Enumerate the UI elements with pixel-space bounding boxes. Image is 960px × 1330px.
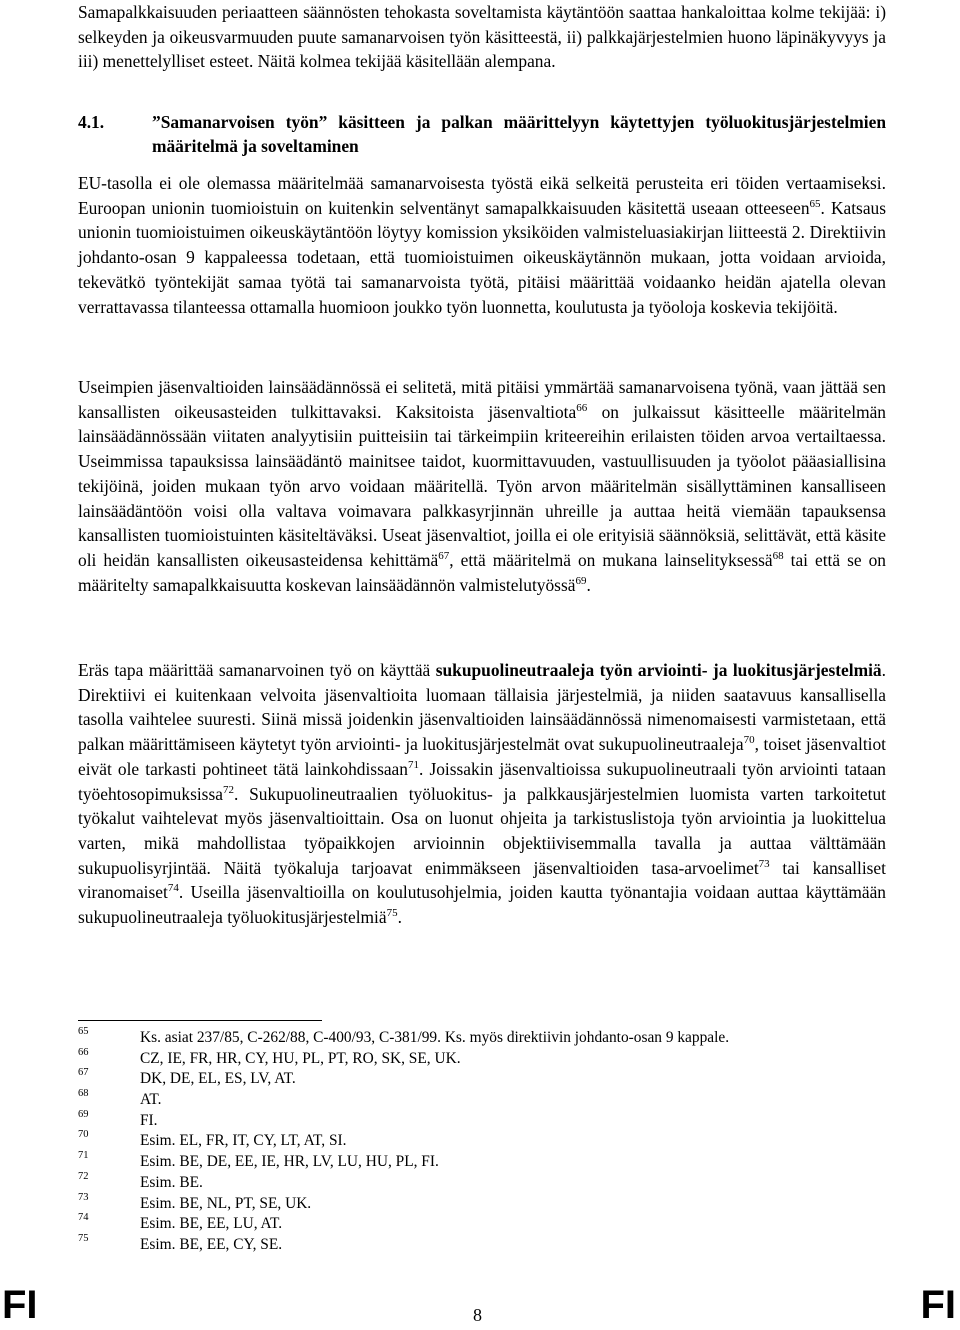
footnote-separator (78, 1020, 322, 1021)
paragraph-3-bold-term: sukupuolineutraaleja työn arviointi- ja luokitusjärjestelmiä (435, 660, 882, 680)
footnote-text: Esim. BE. (140, 1173, 203, 1191)
footnote-ref-68[interactable]: 68 (772, 549, 784, 562)
paragraph-3-text-f: tai kansalliset viranomaiset (78, 857, 886, 903)
footnote-text: Esim. BE, NL, PT, SE, UK. (140, 1194, 312, 1212)
footnote-number: 72 (78, 1170, 89, 1182)
footnote (78, 1214, 886, 1235)
footnote (78, 1108, 886, 1132)
footnote (78, 1152, 886, 1173)
footnote (78, 1028, 886, 1049)
paragraph-1-text-b: . Katsaus unionin tuomioistuimen oikeuskäytäntöön löytyy komission yksiköiden valmisteluasiakirjan liitteestä 2. Direktiivin johdanto-osan 9 kappaleessa todetaan, että tuomioistuimen oikeuskäytännön mukaan, jotta voidaan arvioida, tekevätkö työntekijät samaa työtä tai samanarvoista työtä, pitäisi määrittää voidaanko heidän ajatella olevan verrattavassa tilanteessa ottamalla huomioon joukko työn luonnetta, koulutusta ja työoloja koskevia tekijöitä. (78, 197, 887, 317)
footnote-number: 65 (78, 1026, 89, 1037)
paragraph-1-text-a: EU-tasolla ei ole olemassa määritelmää samanarvoisesta työstä eikä selkeitä perusteita eri töiden vertaamiseksi. Euroopan unionin tuomioistuin on kuitenkin selventänyt samapalkkaisuuden käsitettä useaan otteeseen (78, 173, 886, 218)
footnote-text: Esim. EL, FR, IT, CY, LT, AT, SI. (140, 1132, 347, 1150)
footnote-number: 67 (78, 1067, 89, 1079)
footnote-number: 68 (78, 1088, 89, 1100)
footnote-text: FI. (140, 1111, 158, 1129)
paragraph-3-text-b: . Direktiivi ei kuitenkaan velvoita jäsenvaltioita luomaan tällaisia järjestelmiä, ja niiden saatavuus kansallisella tasolla vaihtelee suuresti. Siinä missä joidenkin jäsenvaltioiden lainsäädännössä nimenomaisesti varmistetaan, että palkan määrittämiseen käytetyt työn arviointi- ja luokitusjärjestelmät ovat sukupuolineutraaleja (78, 660, 886, 755)
paragraph-3-text-g: . Useilla jäsenvaltioilla on koulutusohjelmia, joiden kautta työnantajia voidaan auttaa käyttämään sukupuolineutraaleja työluokitusjärjestelmiä (78, 882, 886, 928)
footnote-ref-74[interactable]: 74 (167, 882, 179, 895)
footer-language-right: FI (920, 1283, 956, 1327)
footnote (78, 1170, 886, 1194)
footnote-text: CZ, IE, FR, HR, CY, HU, PL, PT, RO, SK, SE, UK. (140, 1049, 461, 1067)
section-heading (78, 110, 886, 158)
footnote-number: 74 (78, 1212, 89, 1224)
footnote-text: Esim. BE, DE, EE, IE, HR, LV, LU, HU, PL, FI. (140, 1153, 439, 1171)
footnote-text: Esim. BE, EE, CY, SE. (140, 1235, 283, 1253)
footnote-ref-69[interactable]: 69 (575, 574, 587, 587)
paragraph-3-text-d: . Joissakin jäsenvaltioissa sukupuolineutraali työn arviointi tataan työehtosopimuksissa (78, 758, 886, 804)
paragraph-3-text-e: . Sukupuolineutraalien työluokitus- ja palkkausjärjestelmien luomista varten tarkoitetut työkalut vaihtelevat myös jäsenvaltioittain. Osa on luonut ohjeita ja tarkistuslistoja työn arviointia ja luokittelua varten, mikä mahdollistaa työpaikkojen arvioinnin objektiivisemmalla tavalla ja auttaa välttämään sukupuolisyrjintää. Näitä työkaluja tarjoavat enimmäkseen jäsenvaltioiden tasa-arvoelimet (78, 783, 886, 878)
footnotes (78, 1028, 886, 1256)
footnote-text: AT. (140, 1091, 162, 1109)
intro-paragraph: Samapalkkaisuuden periaatteen säännösten tehokasta soveltamista käytäntöön saattaa hankaloittaa kolme tekijää: i) selkeyden ja oikeusvarmuuden puute samanarvoisen työn käsitteestä, ii) palkkajärjestelmien huono läpinäkyvyys ja iii) menettelylliset esteet. Näitä kolmea tekijää käsitellään alempana. (78, 2, 886, 72)
footnote-number: 73 (78, 1191, 89, 1203)
paragraph-2-text-a: Useimpien jäsenvaltioiden lainsäädännössä ei selitetä, mitä pitäisi ymmärtää samanarvoisena työnä, vaan jättää sen kansallisten oikeusasteiden tulkittavaksi. Kaksitoista jäsenvaltiota (78, 377, 886, 422)
footnote-number: 66 (78, 1046, 89, 1058)
footnote-ref-73[interactable]: 73 (758, 857, 770, 870)
footnote (78, 1131, 886, 1152)
section-number: 4.1. (78, 112, 105, 132)
footnote-text: Ks. asiat 237/85, C-262/88, C-400/93, C-381/99. Ks. myös direktiivin johdanto-osan 9 kappale. (140, 1029, 730, 1046)
paragraph-3-text-c: , toiset jäsenvaltiot eivät ole tarkasti pohtineet tätä lainkohdissaan (78, 734, 887, 779)
footnote-number: 69 (78, 1108, 89, 1120)
footnote-ref-71[interactable]: 71 (407, 758, 419, 771)
footnote-ref-65[interactable]: 65 (809, 197, 821, 210)
footnote-ref-72[interactable]: 72 (222, 783, 234, 796)
footnote (78, 1232, 886, 1256)
footer-language-left: FI (2, 1283, 38, 1327)
footnote (78, 1046, 886, 1070)
paragraph-2-text-d: tai että se on määritelty samapalkkaisuutta koskevan lainsäädännön valmistelutyössä (78, 549, 886, 595)
paragraph-3-text-h: . (397, 907, 402, 928)
footnote (78, 1090, 886, 1111)
paragraph-3 (78, 658, 886, 930)
paragraph-1 (78, 171, 886, 319)
paragraph-2 (78, 375, 886, 597)
footnote-number: 70 (78, 1129, 89, 1141)
footnote (78, 1191, 886, 1215)
footnote-ref-67[interactable]: 67 (438, 549, 450, 562)
footnote-text: DK, DE, EL, ES, LV, AT. (140, 1070, 296, 1088)
paragraph-3-text-a: Eräs tapa määrittää samanarvoinen työ on käyttää (78, 660, 436, 680)
footnote-ref-70[interactable]: 70 (743, 734, 755, 747)
paragraph-2-text-e: . (586, 574, 591, 595)
footnote (78, 1069, 886, 1090)
footnote-ref-66[interactable]: 66 (576, 401, 588, 414)
page-number: 8 (473, 1305, 482, 1325)
paragraph-2-text-b: on julkaissut käsitteelle määritelmän lainsäädännössään viitaten analyytisiin puitteisiin tai tärkeimpiin kriteereihin erilaisten töiden arvoa vertailtaessa. Useimmissa tapauksissa lainsäädäntö mainitsee taidot, kuormittavuuden, vastuullisuuden ja työolot pääasiallisina tekijöinä, joiden mukaan työn arvo voidaan määritellä. Työn arvon määritelmän sisällyttäminen kansalliseen lainsäädäntöön voisi olla valtava voimavara palkkasyrjinnän uhreille ja auttaa heitä viemään tapauksensa kansallisten tuomioistuinten käsiteltäväksi. Useat jäsenvaltiot, joilla ei ole erityisiä säännöksiä, selittävät, että käsite oli heidän kansallisten oikeusasteidensa kehittämä (78, 401, 887, 570)
paragraph-2-text-c: , että määritelmä on mukana lainselityksessä (449, 549, 773, 570)
footnote-ref-75[interactable]: 75 (386, 907, 398, 920)
footnote-number: 71 (78, 1150, 89, 1162)
footnote-number: 75 (78, 1232, 89, 1244)
footnote-text: Esim. BE, EE, LU, AT. (140, 1215, 283, 1233)
section-title: ”Samanarvoisen työn” käsitteen ja palkan määrittelyyn käytettyjen työluokitusjärjestelmien määritelmä ja soveltaminen (152, 112, 886, 156)
